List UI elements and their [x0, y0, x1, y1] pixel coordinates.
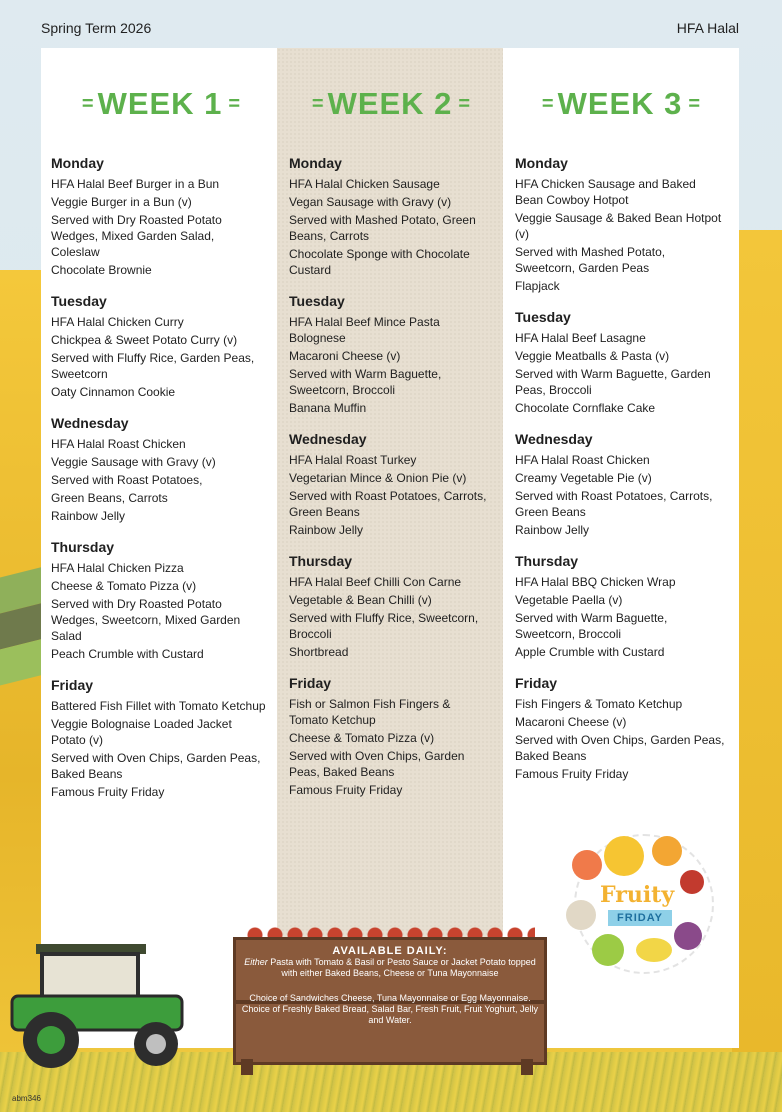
menu-item: HFA Halal Chicken Pizza	[51, 561, 184, 575]
crate-leg	[241, 1059, 253, 1075]
available-daily-line2: Choice of Sandwiches Cheese, Tuna Mayonnaise or Egg Mayonnaise.	[249, 993, 531, 1003]
decoration-icon: =	[688, 92, 699, 115]
menu-item: Vegan Sausage with Gravy (v)	[289, 195, 452, 209]
menu-item: Famous Fruity Friday	[515, 767, 629, 781]
day-block	[515, 552, 725, 660]
menu-item: Veggie Bolognaise Loaded Jacket Potato (v)	[51, 717, 232, 747]
day-heading: Friday	[289, 675, 332, 691]
menu-item: Chocolate Cornflake Cake	[515, 401, 656, 415]
menu-item: Veggie Burger in a Bun (v)	[51, 195, 192, 209]
day-heading: Friday	[515, 675, 558, 691]
day-block	[289, 552, 489, 660]
menu-item: Famous Fruity Friday	[51, 785, 165, 799]
available-daily-text	[236, 946, 544, 1026]
menu-item: HFA Halal Beef Burger in a Bun	[51, 177, 220, 191]
available-daily-line1: Either Pasta with Tomato & Basil or Pesto Sauce or Jacket Potato topped with either Baked Beans, Cheese or Tuna Mayonnaise	[244, 957, 536, 978]
crate-box	[233, 937, 547, 1065]
menu-item: HFA Halal Chicken Curry	[51, 315, 184, 329]
day-heading: Wednesday	[51, 415, 129, 431]
available-daily-crate	[233, 925, 547, 1075]
menu-item: Chocolate Sponge with Chocolate Custard	[289, 247, 470, 277]
menu-item: HFA Halal Beef Mince Pasta Bolognese	[289, 315, 440, 345]
menu-item: Served with Mashed Potato, Sweetcorn, Garden Peas	[515, 245, 666, 275]
tractor-icon	[6, 940, 196, 1070]
menu-item: Served with Warm Baguette, Sweetcorn, Broccoli	[515, 611, 668, 641]
decoration-icon: =	[81, 92, 92, 115]
menu-item: Served with Roast Potatoes,	[51, 473, 203, 487]
menu-item: Served with Warm Baguette, Sweetcorn, Broccoli	[289, 367, 442, 397]
menu-item: Served with Fluffy Rice, Garden Peas, Sweetcorn	[51, 351, 255, 381]
available-daily-heading: AVAILABLE DAILY:	[332, 945, 448, 957]
menu-item: Served with Fluffy Rice, Sweetcorn, Broccoli	[289, 611, 479, 641]
menu-item: Fish Fingers & Tomato Ketchup	[515, 697, 683, 711]
school-label: HFA Halal	[676, 20, 739, 36]
menu-item: HFA Halal Roast Chicken	[51, 437, 186, 451]
page-header	[41, 20, 739, 40]
menu-item: Apple Crumble with Custard	[515, 645, 665, 659]
dragonfruit-icon	[566, 900, 596, 930]
day-block	[515, 308, 725, 416]
day-heading: Tuesday	[515, 309, 571, 325]
menu-item: HFA Halal Chicken Sausage	[289, 177, 440, 191]
background-field-right	[732, 230, 782, 1112]
day-heading: Thursday	[289, 553, 353, 569]
menu-item: HFA Chicken Sausage and Baked Bean Cowboy Hotpot	[515, 177, 696, 207]
week1-menu	[51, 154, 266, 814]
menu-item: Flapjack	[515, 279, 560, 293]
menu-item: Famous Fruity Friday	[289, 783, 403, 797]
week2-menu	[289, 154, 489, 812]
menu-item: Rainbow Jelly	[289, 523, 364, 537]
menu-item: Shortbread	[289, 645, 349, 659]
week2-title: = WEEK 2 =	[311, 86, 469, 121]
menu-item: Rainbow Jelly	[515, 523, 590, 537]
menu-item: Macaroni Cheese (v)	[515, 715, 627, 729]
crate-leg	[521, 1059, 533, 1075]
day-block	[289, 292, 489, 416]
menu-item: Creamy Vegetable Pie (v)	[515, 471, 652, 485]
week3-title: = WEEK 3 =	[541, 86, 699, 121]
day-heading: Tuesday	[51, 293, 107, 309]
grapefruit-icon	[572, 850, 602, 880]
menu-item: Banana Muffin	[289, 401, 367, 415]
week3-menu	[515, 154, 725, 796]
menu-item: Peach Crumble with Custard	[51, 647, 204, 661]
day-block	[51, 676, 266, 800]
menu-item: Cheese & Tomato Pizza (v)	[289, 731, 435, 745]
menu-item: Chickpea & Sweet Potato Curry (v)	[51, 333, 238, 347]
plum-icon	[674, 922, 702, 950]
menu-item: Vegetable & Bean Chilli (v)	[289, 593, 432, 607]
menu-item: HFA Halal Beef Lasagne	[515, 331, 646, 345]
day-block	[515, 154, 725, 294]
menu-item: Served with Oven Chips, Garden Peas, Baked Beans	[289, 749, 465, 779]
day-heading: Thursday	[515, 553, 579, 569]
decoration-icon: =	[228, 92, 239, 115]
menu-item: HFA Halal Roast Turkey	[289, 453, 417, 467]
menu-item: Vegetarian Mince & Onion Pie (v)	[289, 471, 467, 485]
menu-item: Cheese & Tomato Pizza (v)	[51, 579, 197, 593]
day-heading: Friday	[51, 677, 94, 693]
day-block	[289, 154, 489, 278]
decoration-icon: =	[541, 92, 552, 115]
day-heading: Monday	[515, 155, 568, 171]
badge-word-fruity: Fruity	[600, 882, 675, 908]
menu-item: Served with Dry Roasted Potato Wedges, Sweetcorn, Mixed Garden Salad	[51, 597, 241, 643]
day-heading: Thursday	[51, 539, 115, 555]
banana-icon	[636, 938, 672, 962]
menu-item: Vegetable Paella (v)	[515, 593, 623, 607]
decoration-icon: =	[458, 92, 469, 115]
day-heading: Tuesday	[289, 293, 345, 309]
menu-item: Served with Warm Baguette, Garden Peas, Broccoli	[515, 367, 711, 397]
day-heading: Wednesday	[515, 431, 593, 447]
day-block	[51, 414, 266, 524]
menu-item: Veggie Meatballs & Pasta (v)	[515, 349, 670, 363]
menu-item: Rainbow Jelly	[51, 509, 126, 523]
menu-item: Served with Roast Potatoes, Carrots, Green Beans	[515, 489, 713, 519]
menu-item: Chocolate Brownie	[51, 263, 152, 277]
day-heading: Monday	[289, 155, 342, 171]
menu-item: Oaty Cinnamon Cookie	[51, 385, 176, 399]
menu-item: HFA Halal Beef Chilli Con Carne	[289, 575, 462, 589]
menu-item: HFA Halal Roast Chicken	[515, 453, 650, 467]
menu-item: Veggie Sausage with Gravy (v)	[51, 455, 216, 469]
menu-item: Green Beans, Carrots	[51, 491, 168, 505]
menu-item: Served with Mashed Potato, Green Beans, Carrots	[289, 213, 476, 243]
term-label: Spring Term 2026	[41, 20, 152, 36]
week1-title: = WEEK 1 =	[81, 86, 239, 121]
menu-item: Macaroni Cheese (v)	[289, 349, 401, 363]
day-heading: Monday	[51, 155, 104, 171]
decoration-icon: =	[311, 92, 322, 115]
badge-word-friday: FRIDAY	[608, 910, 672, 926]
day-block	[515, 674, 725, 782]
orange-icon	[604, 836, 644, 876]
mango-icon	[652, 836, 682, 866]
strawberry-icon	[680, 870, 704, 894]
lime-icon	[592, 934, 624, 966]
available-daily-line3: Choice of Freshly Baked Bread, Salad Bar, Fresh Fruit, Fruit Yoghurt, Jelly and Water.	[241, 1004, 539, 1025]
day-block	[515, 430, 725, 538]
day-block	[289, 430, 489, 538]
day-block	[51, 292, 266, 400]
day-block	[51, 154, 266, 278]
menu-item: Served with Roast Potatoes, Carrots, Green Beans	[289, 489, 487, 519]
menu-item: Veggie Sausage & Baked Bean Hotpot (v)	[515, 211, 722, 241]
day-block	[51, 538, 266, 662]
menu-item: Battered Fish Fillet with Tomato Ketchup	[51, 699, 266, 713]
menu-item: Served with Oven Chips, Garden Peas, Baked Beans	[51, 751, 261, 781]
menu-item: HFA Halal BBQ Chicken Wrap	[515, 575, 676, 589]
fruity-friday-badge	[562, 830, 722, 980]
document-code: abm346	[12, 1094, 41, 1103]
day-heading: Wednesday	[289, 431, 367, 447]
menu-item: Served with Oven Chips, Garden Peas, Baked Beans	[515, 733, 725, 763]
day-block	[289, 674, 489, 798]
menu-item: Fish or Salmon Fish Fingers & Tomato Ketchup	[289, 697, 451, 727]
menu-item: Served with Dry Roasted Potato Wedges, Mixed Garden Salad, Coleslaw	[51, 213, 222, 259]
